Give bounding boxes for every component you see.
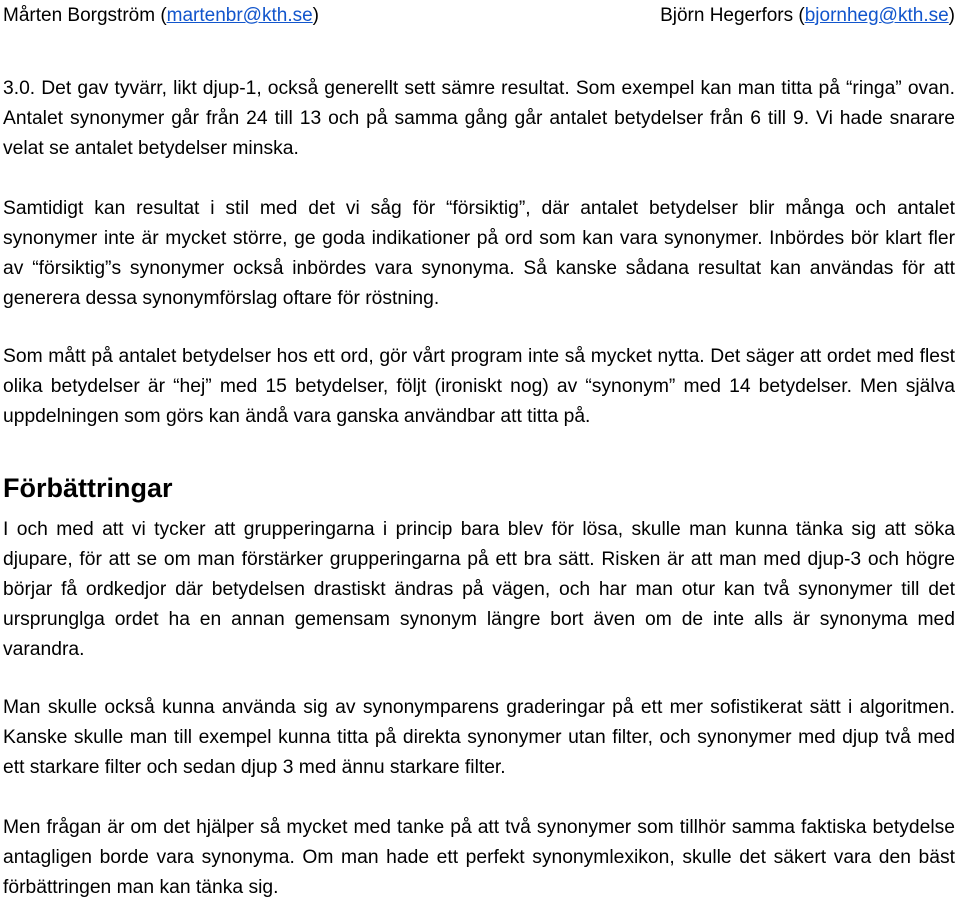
paragraph-block-2 (3, 194, 955, 314)
author-right: Björn Hegerfors (bjornheg@kth.se) (660, 5, 955, 26)
author-right-email-link[interactable]: bjornheg@kth.se (804, 5, 949, 26)
paragraph-block-1 (3, 74, 955, 164)
paragraph-block-5 (3, 693, 955, 783)
author-left-email-link[interactable]: martenbr@kth.se (166, 5, 313, 26)
paragraph: I och med att vi tycker att grupperingarna i princip bara blev för lösa, skulle man kunna tänka sig att söka djupare, för att se om man förstärker grupperingarna på ett bra sätt. Risken är att man med djup-3 och högre börjar få ordkedjor där betydelsen drastiskt ändras på vägen, och har man otur kan två synonymer till det ursprunglga ordet ha en annan gemensam synonym längre bort även om de inte alls är synonyma med varandra. (3, 519, 955, 660)
paragraph: Men frågan är om det hjälper så mycket med tanke på att två synonymer som tillhör samma faktiska betydelse antagligen borde vara synonyma. Om man hade ett perfekt synonymlexikon, skulle det säkert vara den bäst förbättringen man kan tänka sig. (3, 817, 955, 898)
paragraph-block-3 (3, 342, 955, 432)
section-heading: Förbättringar (3, 473, 173, 503)
paragraph: Man skulle också kunna använda sig av synonymparens graderingar på ett mer sofistikerat sätt i algoritmen. Kanske skulle man till exempel kunna titta på direkta synonymer utan filter, och synonymer med djup två med ett starkare filter och sedan djup 3 med ännu starkare filter. (3, 697, 955, 778)
paragraph: 3.0. Det gav tyvärr, likt djup-1, också generellt sett sämre resultat. Som exempel kan man titta på “ringa” ovan. Antalet synonymer går från 24 till 13 och på samma gång går antalet betydelser från 6 till 9. Vi hade snarare velat se antalet betydelser minska. (3, 78, 955, 159)
paragraph-block-6 (3, 813, 955, 903)
paragraph-block-4 (3, 515, 955, 665)
paragraph: Som mått på antalet betydelser hos ett ord, gör vårt program inte så mycket nytta. Det säger att ordet med flest olika betydelser är “hej” med 15 betydelser, följt (ironiskt nog) av “synonym” med 14 betydelser. Men själva uppdelningen som görs kan ändå vara ganska användbar att titta på. (3, 346, 955, 427)
page-header (3, 4, 955, 32)
author-left: Mårten Borgström (martenbr@kth.se) (3, 5, 319, 26)
paragraph: Samtidigt kan resultat i stil med det vi såg för “försiktig”, där antalet betydelser blir många och antalet synonymer inte är mycket större, ge goda indikationer på ord som kan vara synonymer. Inbördes bör klart fler av “försiktig”s synonymer också inbördes vara synonyma. Så kanske sådana resultat kan användas för att generera dessa synonymförslag oftare för röstning. (3, 198, 955, 309)
